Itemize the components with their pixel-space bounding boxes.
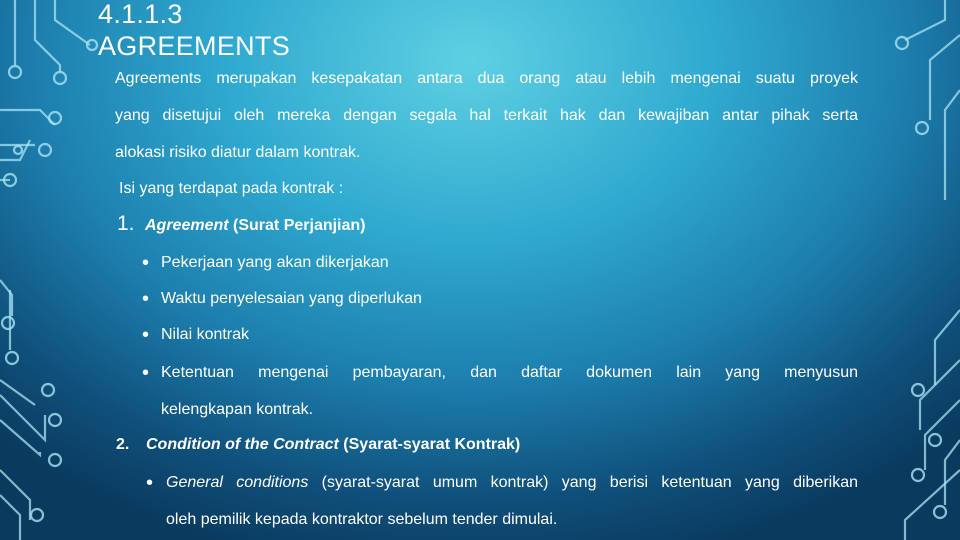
bullet-icon: •	[142, 252, 150, 274]
item-2-heading	[146, 435, 520, 455]
item-1-bullet-2: Waktu penyelesaian yang diperlukan	[161, 290, 422, 307]
item-2-bullet-continued: oleh pemilik kepada kontraktor sebelum tender dimulai.	[166, 511, 558, 528]
bullet-icon: •	[142, 288, 150, 310]
intro-line-2: yang disetujui oleh mereka dengan segala hal terkait hak dan kewajiban antar pihak serta	[115, 107, 858, 124]
bullet-icon: •	[146, 472, 154, 494]
title-line-2: AGREEMENTS	[98, 31, 291, 61]
bullet-icon: •	[142, 362, 150, 384]
item-2-bullet-rest: (syarat-syarat umum kontrak) yang berisi ketentuan yang diberikan	[308, 474, 858, 491]
item-1-bullet-3: Nilai kontrak	[161, 326, 250, 343]
item-2-rest: (Syarat-syarat Kontrak)	[338, 436, 521, 453]
item-1-heading	[145, 216, 366, 236]
intro-line-1: Agreements merupakan kesepakatan antara dua orang atau lebih mengenai suatu proyek	[115, 70, 858, 87]
title-line-1: 4.1.1.3	[98, 0, 183, 29]
intro-line-3: alokasi risiko diatur dalam kontrak.	[115, 144, 361, 161]
item-1-bullet-4-continued: kelengkapan kontrak.	[161, 401, 314, 418]
item-1-rest: (Surat Perjanjian)	[228, 217, 366, 234]
contents-heading: Isi yang terdapat pada kontrak :	[119, 180, 344, 197]
bullet-icon: •	[142, 324, 150, 346]
item-1-bullet-1: Pekerjaan yang akan dikerjakan	[161, 254, 389, 271]
item-1-bullet-4: Ketentuan mengenai pembayaran, dan daftar dokumen lain yang menyusun	[161, 364, 858, 381]
item-1-number: 1.	[117, 212, 135, 235]
slide-title	[98, 0, 290, 62]
item-2-bullet-1	[166, 473, 858, 493]
item-1-italic: Agreement	[145, 217, 229, 234]
item-2-bullet-italic: General conditions	[166, 474, 309, 491]
item-2-number: 2.	[116, 436, 130, 453]
item-2-italic: Condition of the Contract	[146, 436, 339, 453]
